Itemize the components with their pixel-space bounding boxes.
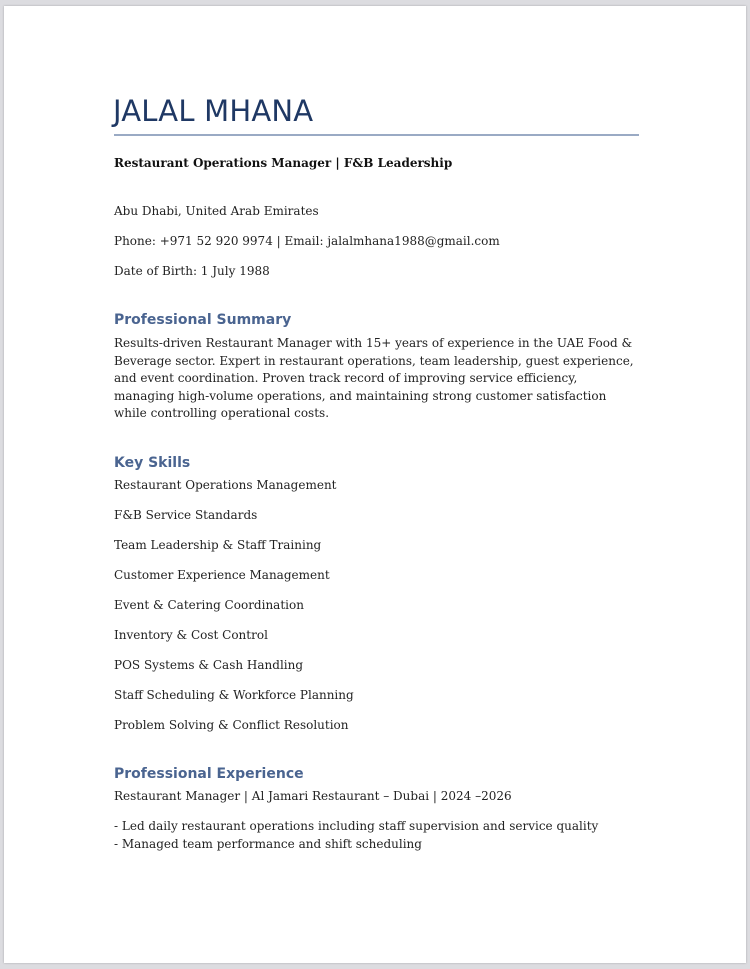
- headline: Restaurant Operations Manager | F&B Leadership: [114, 156, 453, 170]
- title-divider: [114, 134, 639, 136]
- skill-item: Event & Catering Coordination: [114, 598, 304, 612]
- skill-item: F&B Service Standards: [114, 508, 258, 522]
- summary-heading: Professional Summary: [114, 312, 292, 328]
- skill-item: Problem Solving & Conflict Resolution: [114, 718, 349, 732]
- skills-heading: Key Skills: [114, 455, 191, 471]
- phone-email: Phone: +971 52 920 9974 | Email: jalalmhana1988@gmail.com: [114, 234, 500, 248]
- date-of-birth: Date of Birth: 1 July 1988: [114, 264, 270, 278]
- skill-item: POS Systems & Cash Handling: [114, 658, 304, 672]
- document-page: [4, 6, 746, 963]
- candidate-name: JALAL MHANA: [113, 94, 314, 128]
- skill-item: Staff Scheduling & Workforce Planning: [114, 688, 354, 702]
- skill-item: Customer Experience Management: [114, 568, 330, 582]
- experience-bullet: - Managed team performance and shift scheduling: [114, 837, 422, 851]
- skill-item: Team Leadership & Staff Training: [114, 538, 322, 552]
- skill-item: Restaurant Operations Management: [114, 478, 337, 492]
- experience-heading: Professional Experience: [114, 766, 304, 782]
- summary-text: Results-driven Restaurant Manager with 15+ years of experience in the UAE Food & Beverage sector. Expert in restaurant operations, team leadership, guest experience, and event coordination. Proven track record of improving service efficiency, managing high-volume operations, and maintaining strong customer satisfaction while controlling operational costs.: [114, 336, 634, 421]
- skill-item: Inventory & Cost Control: [114, 628, 268, 642]
- experience-role: Restaurant Manager | Al Jamari Restaurant – Dubai | 2024 –2026: [114, 789, 512, 803]
- experience-bullet: - Led daily restaurant operations including staff supervision and service quality: [114, 819, 599, 833]
- location: Abu Dhabi, United Arab Emirates: [114, 204, 319, 218]
